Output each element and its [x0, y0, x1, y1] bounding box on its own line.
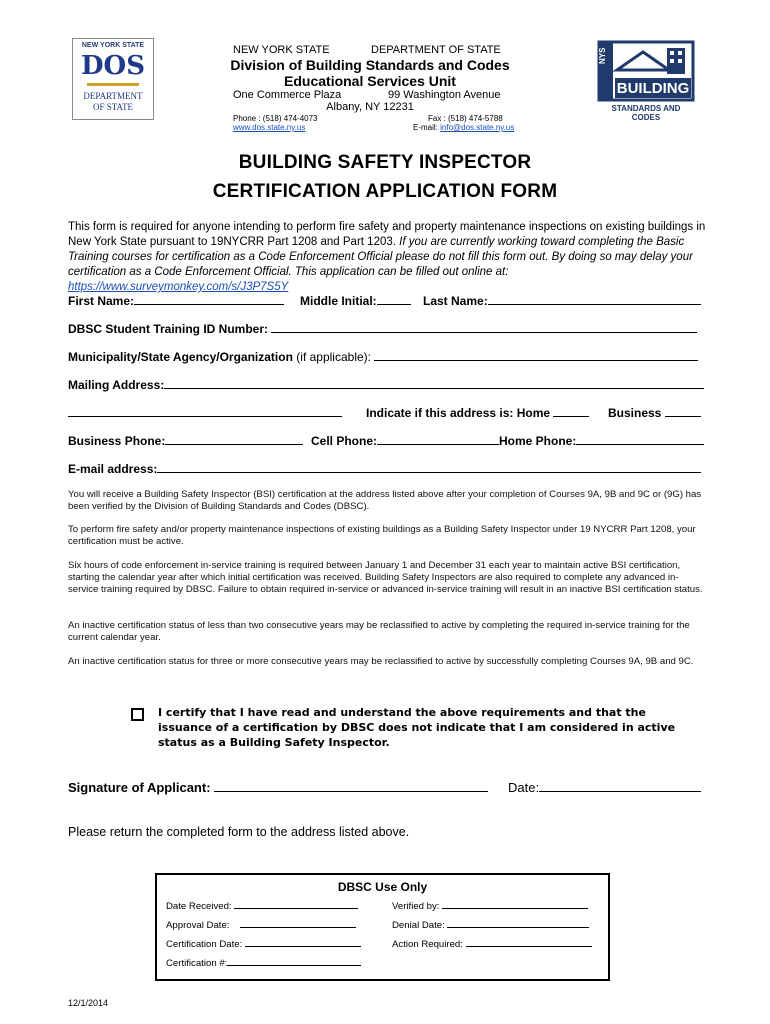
form-title-line1: BUILDING SAFETY INSPECTOR [238, 152, 532, 173]
email-label: E-mail address: [68, 462, 158, 476]
middle-initial-label: Middle Initial: [300, 294, 377, 308]
mailing-address-line2-blank[interactable] [68, 405, 342, 417]
signature-line[interactable] [214, 779, 488, 792]
middle-initial-field[interactable] [300, 293, 411, 308]
address-type-field [366, 405, 589, 420]
dos-logo-stripe [87, 83, 139, 86]
mailing-address-line[interactable] [164, 377, 704, 389]
address-type-home: Home [516, 406, 551, 420]
date-label: Date: [508, 780, 540, 795]
business-phone-label: Business Phone: [68, 434, 166, 448]
municipality-line[interactable] [374, 349, 698, 361]
address-home-line[interactable] [553, 405, 589, 417]
certification-number-line[interactable] [227, 956, 361, 966]
info-paragraph-2: To perform fire safety and/or property maintenance inspections of existing buildings as a Building Safety Inspector under 19 NYCRR Part 1208, your certification must be active. [68, 524, 696, 547]
action-required-label: Action Required: [392, 939, 463, 950]
signature-label: Signature of Applicant: [68, 780, 211, 795]
date-received-line[interactable] [234, 899, 358, 909]
cell-phone-label: Cell Phone: [311, 434, 378, 448]
certify-statement: I certify that I have read and understand the above requirements and that the issuance of a certification by DBSC does not indicate that I am considered in active status as a Building Safety Inspector. [158, 706, 676, 749]
dbsc-use-only-box [155, 873, 610, 981]
home-phone-label: Home Phone: [499, 434, 577, 448]
mailing-address-line2[interactable] [68, 405, 342, 420]
return-note: Please return the completed form to the address listed above. [68, 825, 410, 839]
certify-checkbox[interactable] [131, 708, 144, 721]
header-state: NEW YORK STATE [233, 44, 330, 56]
business-phone-field[interactable] [68, 433, 303, 448]
denial-date-field[interactable] [392, 918, 589, 931]
student-id-field[interactable] [68, 321, 697, 336]
dbsc-box-title: DBSC Use Only [337, 880, 428, 894]
approval-date-line[interactable] [240, 918, 356, 928]
address-business-line[interactable] [665, 405, 701, 417]
header-department: DEPARTMENT OF STATE [371, 44, 501, 56]
address-type-label: Indicate if this address is: [366, 406, 514, 420]
date-field[interactable] [508, 779, 701, 795]
last-name-line[interactable] [488, 293, 701, 305]
header-address1: One Commerce Plaza [233, 89, 342, 101]
action-required-line[interactable] [466, 937, 592, 947]
header-fax: Fax : (518) 474-5788 [428, 114, 503, 123]
header-email [413, 123, 514, 132]
dos-logo-bottom-line1: DEPARTMENT [83, 91, 143, 101]
info-paragraph-5: An inactive certification status for three or more consecutive years may be reclassified to active by successfully completing Courses 9A, 9B and 9C. [68, 656, 694, 667]
last-name-label: Last Name: [423, 294, 488, 308]
home-phone-field[interactable] [499, 433, 704, 448]
nys-building-logo [597, 40, 695, 122]
header-email-link[interactable]: info@dos.state.ny.us [440, 123, 515, 132]
info-paragraph-1: You will receive a Building Safety Inspector (BSI) certification at the address listed above after your completion of Courses 9A, 9B and 9C or (9G) has been verified by the Division of Building Standards and Codes (DBSC). [68, 489, 702, 512]
certification-number-label: Certification #: [166, 958, 228, 969]
header-unit: Educational Services Unit [284, 73, 456, 89]
dos-logo-bottom-line2: OF STATE [92, 102, 134, 112]
first-name-label: First Name: [68, 294, 135, 308]
dos-logo [72, 38, 154, 120]
approval-date-label: Approval Date: [166, 920, 230, 931]
info-paragraph-4: An inactive certification status of less than two consecutive years may be reclassified to active by completing the required in-service training for the current calendar year. [68, 620, 690, 643]
intro-text: This form is required for anyone intending to perform fire safety and property maintenance inspections on existing buildings in New York State pursuant to 19NYCRR Part 1208 and Part 1203. [68, 221, 706, 248]
municipality-field[interactable] [68, 349, 698, 364]
form-date: 12/1/2014 [68, 998, 109, 1008]
last-name-field[interactable] [423, 293, 701, 308]
mailing-address-label: Mailing Address: [68, 378, 165, 392]
signature-field[interactable] [68, 779, 488, 795]
intro-italic: If you are currently working toward completing the Basic Training courses for certification as a Code Enforcement Official please do not fill this form out. By doing so may delay your certification as a Code Enforcement Official. This application can be filled out online at: [68, 236, 693, 278]
address-type-business: Business [608, 406, 662, 420]
email-field[interactable] [68, 461, 701, 476]
student-id-label: DBSC Student Training ID Number: [68, 322, 269, 336]
cell-phone-field[interactable] [311, 433, 499, 448]
municipality-note: (if applicable): [296, 350, 371, 364]
nys-logo-big: BUILDING [616, 80, 690, 97]
certification-date-line[interactable] [245, 937, 361, 947]
header-city: Albany, NY 12231 [326, 101, 414, 113]
info-paragraph-3: Six hours of code enforcement in-service training is required between January 1 and December 31 each year to maintain active BSI certification, starting the calendar year after which initial certification was received. Building Safety Inspectors are also required to complete any advanced in-service training required by DBSC. Failure to obtain required in-service or advanced in-service training will result in an inactive BSI certification status. [68, 560, 703, 595]
date-line[interactable] [539, 779, 701, 792]
header-email-label: E-mail: [413, 123, 438, 132]
nys-logo-side: NYS [598, 47, 607, 64]
intro-survey-link[interactable]: https://www.surveymonkey.com/s/J3P7S5Y [68, 281, 289, 293]
certification-date-field[interactable] [166, 937, 361, 950]
dos-logo-letters: DOS [81, 51, 145, 81]
verified-by-field[interactable] [392, 899, 588, 912]
email-line[interactable] [157, 461, 701, 473]
home-phone-line[interactable] [576, 433, 704, 445]
header-division: Division of Building Standards and Codes [230, 57, 510, 73]
date-received-label: Date Received: [166, 901, 232, 912]
verified-by-label: Verified by: [392, 901, 440, 912]
header-phone: Phone : (518) 474-4073 [233, 114, 318, 123]
nys-logo-sub: STANDARDS AND CODES [611, 104, 681, 122]
header-website-link[interactable]: www.dos.state.ny.us [233, 123, 306, 132]
municipality-label: Municipality/State Agency/Organization [68, 350, 293, 364]
form-title-line2: CERTIFICATION APPLICATION FORM [212, 181, 558, 202]
certification-number-field[interactable] [166, 956, 361, 969]
verified-by-line[interactable] [442, 899, 588, 909]
certification-date-label: Certification Date: [166, 939, 243, 950]
date-received-field[interactable] [166, 899, 358, 912]
denial-date-label: Denial Date: [392, 920, 445, 931]
header-address2: 99 Washington Avenue [388, 89, 501, 101]
middle-initial-line[interactable] [377, 293, 411, 305]
mailing-address-field[interactable] [68, 377, 704, 392]
student-id-line[interactable] [271, 321, 697, 333]
first-name-line[interactable] [134, 293, 284, 305]
action-required-field[interactable] [392, 937, 592, 950]
intro-paragraph [68, 220, 708, 295]
denial-date-line[interactable] [447, 918, 589, 928]
dos-logo-top-text: NEW YORK STATE [81, 42, 145, 49]
address-business-field [608, 405, 701, 420]
cell-phone-line[interactable] [377, 433, 499, 445]
business-phone-line[interactable] [165, 433, 303, 445]
first-name-field[interactable] [68, 293, 284, 308]
approval-date-field[interactable] [166, 918, 356, 931]
